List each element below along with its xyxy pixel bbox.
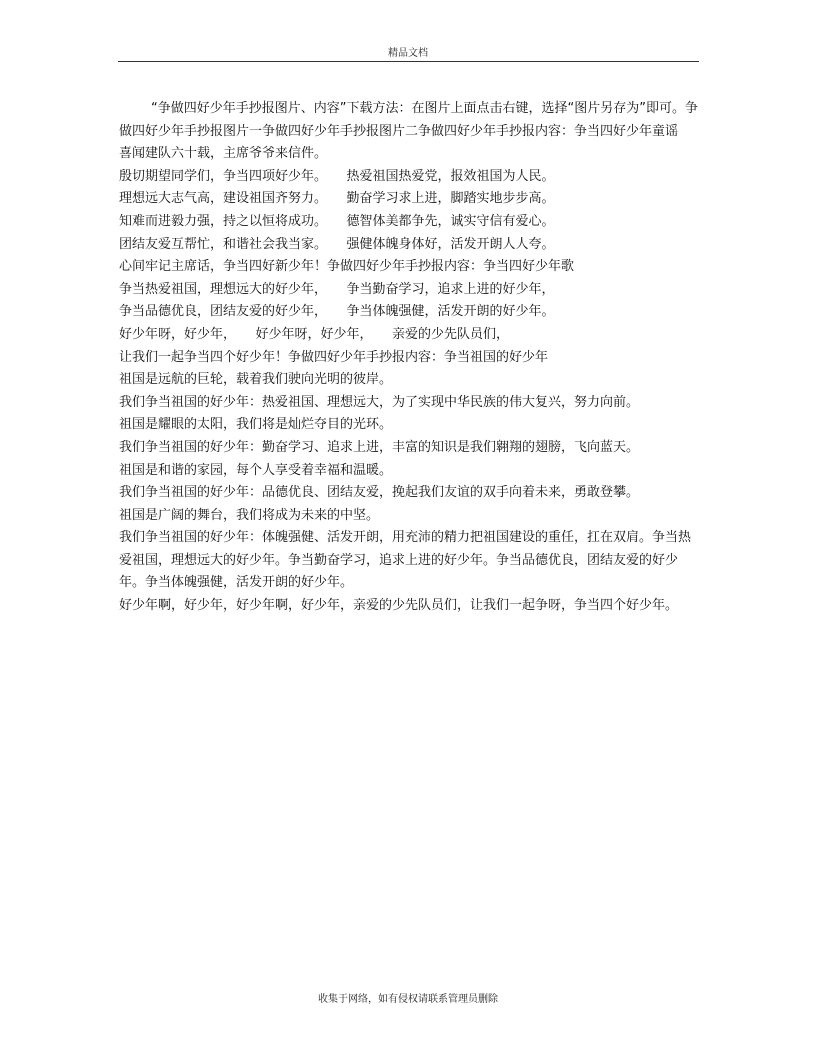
page-header: 精品文档 bbox=[388, 48, 428, 59]
paragraph-1: “争做四好少年手抄报图片、内容”下载方法：在图片上面点击右键，选择“图片另存为”即可。争做四好少年手抄报图片一争做四好少年手抄报图片二争做四好少年手抄报内容：争当四好少年童谣 喜闻建队六十载，主席爷爷来信件。 bbox=[119, 101, 705, 162]
paragraph-14: 我们争当祖国的好少年：勤奋学习、追求上进，丰富的知识是我们翱翔的翅膀，飞向蓝天。 bbox=[119, 439, 640, 455]
paragraph-12: 我们争当祖国的好少年：热爱祖国、理想远大，为了实现中华民族的伟大复兴，努力向前。 bbox=[119, 394, 640, 410]
paragraph-10: 让我们一起争当四个好少年！争做四好少年手抄报内容：争当祖国的好少年 bbox=[119, 349, 549, 365]
paragraph-11: 祖国是远航的巨轮，载着我们驶向光明的彼岸。 bbox=[119, 372, 393, 388]
paragraph-18: 我们争当祖国的好少年：体魄强健、活发开朗，用充沛的精力把祖国建设的重任，扛在双肩。争当热爱祖国，理想远大的好少年。争当勤奋学习，追求上进的好少年。争当品德优良，团结友爱的好少年。争当体魄强健，活发开朗的好少年。 bbox=[119, 530, 692, 591]
paragraph-9: 好少年呀，好少年， 好少年呀，好少年， 亲爱的少先队员们， bbox=[119, 326, 510, 342]
paragraph-2: 殷切期望同学们，争当四项好少年。 热爱祖国热爱党，报效祖国为人民。 bbox=[119, 168, 555, 184]
document-body bbox=[119, 98, 705, 618]
paragraph-17: 祖国是广阔的舞台，我们将成为未来的中坚。 bbox=[119, 507, 380, 523]
header-divider bbox=[118, 61, 699, 62]
paragraph-15: 祖国是和谐的家园，每个人享受着幸福和温暖。 bbox=[119, 462, 393, 478]
paragraph-19: 好少年啊，好少年，好少年啊，好少年，亲爱的少先队员们，让我们一起争呀，争当四个好少年。 bbox=[119, 598, 679, 614]
page-footer: 收集于网络，如有侵权请联系管理员删除 bbox=[318, 994, 498, 1005]
paragraph-3: 理想远大志气高，建设祖国齐努力。 勤奋学习求上进，脚踏实地步步高。 bbox=[119, 191, 555, 207]
paragraph-16: 我们争当祖国的好少年：品德优良、团结友爱，挽起我们友谊的双手向着未来，勇敢登攀。 bbox=[119, 485, 640, 501]
paragraph-4: 知难而进毅力强，持之以恒将成功。 德智体美都争先，诚实守信有爱心。 bbox=[119, 213, 555, 229]
paragraph-13: 祖国是耀眼的太阳，我们将是灿烂夺目的光环。 bbox=[119, 417, 393, 433]
paragraph-7: 争当热爱祖国，理想远大的好少年， 争当勤奋学习，追求上进的好少年， bbox=[119, 281, 555, 297]
paragraph-5: 团结友爱互帮忙，和谐社会我当家。 强健体魄身体好，活发开朗人人夸。 bbox=[119, 236, 555, 252]
paragraph-8: 争当品德优良，团结友爱的好少年， 争当体魄强健，活发开朗的好少年。 bbox=[119, 304, 555, 320]
paragraph-6: 心间牢记主席话，争当四好新少年！争做四好少年手抄报内容：争当四好少年歌 bbox=[119, 259, 575, 275]
